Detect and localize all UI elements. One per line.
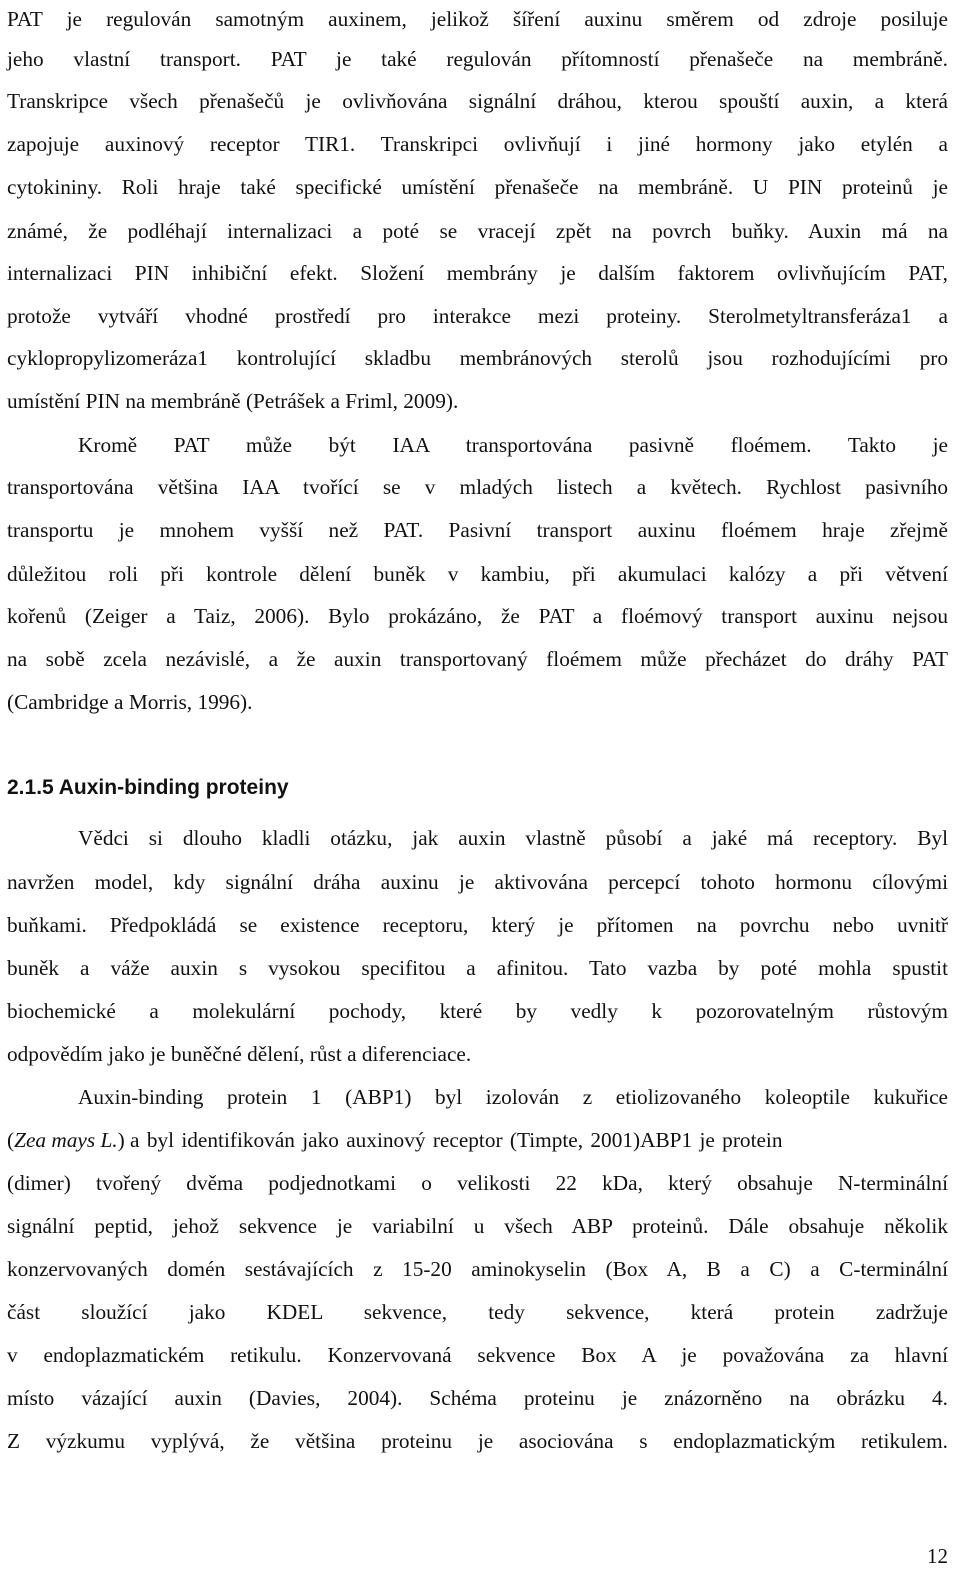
species-name: Zea mays L.: [14, 1128, 118, 1152]
text-line: buňkami. Předpokládá se existence receptoru, který je přítomen na povrchu nebo uvnitř: [7, 913, 948, 937]
text-line: cyklopropylizomeráza1 kontrolující skladbu membránových sterolů jsou rozhodujícími pro: [7, 346, 948, 370]
text-line: jeho vlastní transport. PAT je také regulován přítomností přenašeče na membráně.: [7, 47, 948, 71]
text-line: konzervovaných domén sestávajících z 15-20 aminokyselin (Box A, B a C) a C-terminální: [7, 1257, 948, 1281]
text-line: Kromě PAT může být IAA transportována pasivně floémem. Takto je: [78, 433, 948, 457]
text-line: transportována většina IAA tvořící se v mladých listech a květech. Rychlost pasivního: [7, 475, 948, 499]
text-line: (dimer) tvořený dvěma podjednotkami o velikosti 22 kDa, který obsahuje N-terminální: [7, 1171, 948, 1195]
text-line: na sobě zcela nezávislé, a že auxin transportovaný floémem může přecházet do dráhy PAT: [7, 647, 948, 671]
paren-open: (: [7, 1128, 15, 1152]
section-heading: 2.1.5 Auxin-binding proteiny: [7, 776, 289, 799]
text-line: část sloužící jako KDEL sekvence, tedy sekvence, která protein zadržuje: [7, 1300, 948, 1324]
text-line: umístění PIN na membráně (Petrášek a Friml, 2009).: [7, 389, 459, 413]
text-line: buněk a váže auxin s vysokou specifitou a afinitou. Tato vazba by poté mohla spustit: [7, 956, 948, 980]
text-line: biochemické a molekulární pochody, které by vedly k pozorovatelným růstovým: [7, 999, 948, 1023]
text-line: místo vázající auxin (Davies, 2004). Schéma proteinu je znázorněno na obrázku 4.: [7, 1386, 948, 1410]
text-line: v endoplazmatickém retikulu. Konzervovaná sekvence Box A je považována za hlavní: [7, 1343, 948, 1367]
text-line: důležitou roli při kontrole dělení buněk v kambiu, při akumulaci kalózy a při větvení: [7, 562, 948, 586]
text-line: transportu je mnohem vyšší než PAT. Pasivní transport auxinu floémem hraje zřejmě: [7, 518, 948, 542]
text-line: Vědci si dlouho kladli otázku, jak auxin vlastně působí a jaké má receptory. Byl: [78, 826, 948, 850]
text-line: Auxin-binding protein 1 (ABP1) byl izolován z etiolizovaného koleoptile kukuřice: [78, 1085, 948, 1109]
text-line: navržen model, kdy signální dráha auxinu je aktivována percepcí tohoto hormonu cílovými: [7, 870, 948, 894]
text-line: signální peptid, jehož sekvence je variabilní u všech ABP proteinů. Dále obsahuje několik: [7, 1214, 948, 1238]
line-remainder: a byl identifikován jako auxinový receptor (Timpte, 2001)ABP1 je protein: [130, 1128, 783, 1152]
text-line: známé, že podléhají internalizaci a poté se vracejí zpět na povrch buňky. Auxin má na: [7, 219, 948, 243]
paren-close: ): [117, 1128, 125, 1152]
text-line: kořenů (Zeiger a Taiz, 2006). Bylo prokázáno, že PAT a floémový transport auxinu nejsou: [7, 604, 948, 628]
text-line: Z výzkumu vyplývá, že většina proteinu je asociována s endoplazmatickým retikulem.: [7, 1429, 948, 1453]
text-line: [7, 1125, 948, 1155]
text-line: odpovědím jako je buněčné dělení, růst a diferenciace.: [7, 1042, 472, 1066]
text-line: internalizaci PIN inhibiční efekt. Složení membrány je dalším faktorem ovlivňujícím PAT,: [7, 261, 948, 285]
text-line: (Cambridge a Morris, 1996).: [7, 690, 253, 714]
text-line: cytokininy. Roli hraje také specifické umístění přenašeče na membráně. U PIN proteinů je: [7, 175, 948, 199]
text-line: PAT je regulován samotným auxinem, jelikož šíření auxinu směrem od zdroje posiluje: [7, 7, 948, 31]
text-line: zapojuje auxinový receptor TIR1. Transkripci ovlivňují i jiné hormony jako etylén a: [7, 132, 948, 156]
page-number: 12: [927, 1544, 948, 1568]
text-line: protože vytváří vhodné prostředí pro interakce mezi proteiny. Sterolmetyltransferáza1 a: [7, 304, 948, 328]
text-line: Transkripce všech přenašečů je ovlivňována signální dráhou, kterou spouští auxin, a která: [7, 89, 948, 113]
